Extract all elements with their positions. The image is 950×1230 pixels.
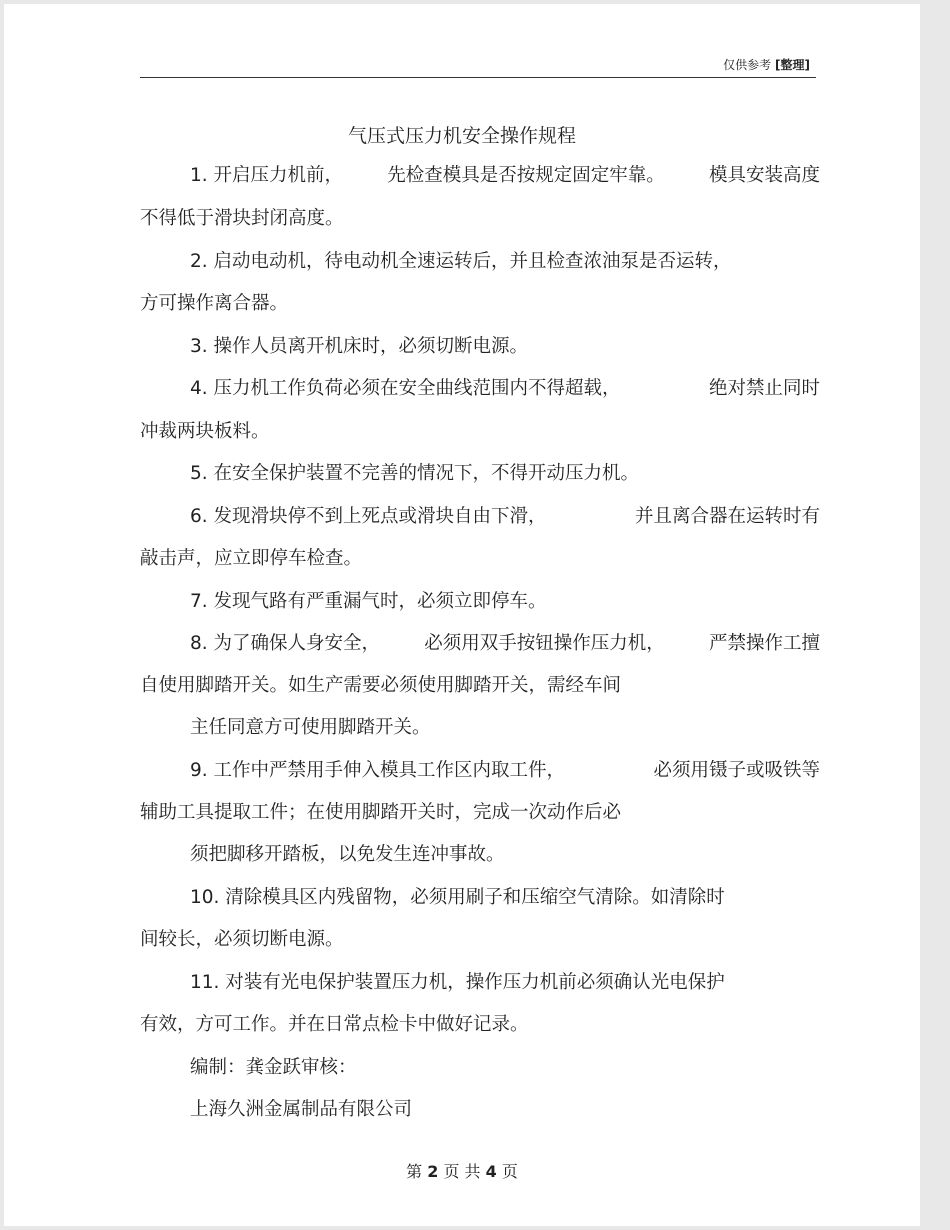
item-4-line-1 xyxy=(190,377,820,401)
item-9-part-b: 必须用镊子或吸铁等 xyxy=(653,760,820,781)
item-11-line-1: 11. 对装有光电保护装置压力机，操作压力机前必须确认光电保护 xyxy=(190,972,725,993)
page-footer xyxy=(4,1159,920,1182)
item-6-line-2: 敲击声，应立即停车检查。 xyxy=(140,548,363,569)
footer-prefix: 第 xyxy=(406,1162,423,1181)
footer-total-pages: 4 xyxy=(485,1162,497,1181)
document-page xyxy=(4,4,920,1226)
item-11-line-2: 有效，方可工作。并在日常点检卡中做好记录。 xyxy=(140,1014,529,1035)
item-8-line-2: 自使用脚踏开关。如生产需要必须使用脚踏开关，需经车间 xyxy=(140,675,622,696)
footer-page-number: 2 xyxy=(427,1162,439,1181)
item-1-line-2: 不得低于滑块封闭高度。 xyxy=(140,208,344,229)
item-9-line-1 xyxy=(190,759,820,783)
item-6-part-a: 6. 发现滑块停不到上死点或滑块自由下滑， xyxy=(190,506,547,527)
item-2-line-1: 2. 启动电动机，待电动机全速运转后，并且检查浓油泵是否运转， xyxy=(190,251,732,272)
item-1-part-b: 先检查模具是否按规定固定牢靠。 xyxy=(387,165,665,186)
item-9-part-a: 9. 工作中严禁用手伸入模具工作区内取工件， xyxy=(190,760,566,781)
item-10-line-2: 间较长，必须切断电源。 xyxy=(140,929,344,950)
footer-suffix: 页 xyxy=(501,1162,518,1181)
header-rule xyxy=(140,77,816,78)
editor-line: 编制：龚金跃审核： xyxy=(190,1057,357,1078)
item-8-part-a: 8. 为了确保人身安全， xyxy=(190,633,381,654)
item-2-line-2: 方可操作离合器。 xyxy=(140,293,289,314)
item-8-line-1 xyxy=(190,632,820,656)
header-bracket: [整理] xyxy=(775,58,810,72)
item-5-line-1: 5. 在安全保护装置不完善的情况下，不得开动压力机。 xyxy=(190,463,640,484)
item-7-line-1: 7. 发现气路有严重漏气时，必须立即停车。 xyxy=(190,591,547,612)
item-4-part-a: 4. 压力机工作负荷必须在安全曲线范围内不得超载， xyxy=(190,378,621,399)
footer-mid: 页 共 xyxy=(443,1162,481,1181)
item-8-part-b: 必须用双手按钮操作压力机， xyxy=(424,633,665,654)
item-9-line-2: 辅助工具提取工件；在使用脚踏开关时，完成一次动作后必 xyxy=(140,802,622,823)
item-4-line-2: 冲裁两块板料。 xyxy=(140,421,270,442)
item-6-line-1 xyxy=(190,505,820,529)
page-header xyxy=(723,56,810,73)
item-8-part-c: 严禁操作工擅 xyxy=(708,633,820,654)
item-9-line-3: 须把脚移开踏板，以免发生连冲事故。 xyxy=(190,844,505,865)
item-1-part-c: 模具安装高度 xyxy=(708,165,820,186)
item-10-line-1: 10. 清除模具区内残留物，必须用刷子和压缩空气清除。如清除时 xyxy=(190,887,725,908)
item-4-part-b: 绝对禁止同时 xyxy=(708,378,820,399)
header-text: 仅供参考 xyxy=(723,58,772,72)
item-3-line-1: 3. 操作人员离开机床时，必须切断电源。 xyxy=(190,336,529,357)
item-8-line-3: 主任同意方可使用脚踏开关。 xyxy=(190,717,431,738)
item-1-part-a: 1. 开启压力机前， xyxy=(190,165,344,186)
item-6-part-b: 并且离合器在运转时有 xyxy=(634,506,820,527)
item-1-line-1 xyxy=(190,164,820,188)
document-title: 气压式压力机安全操作规程 xyxy=(347,125,576,147)
company-name: 上海久洲金属制品有限公司 xyxy=(190,1099,413,1120)
